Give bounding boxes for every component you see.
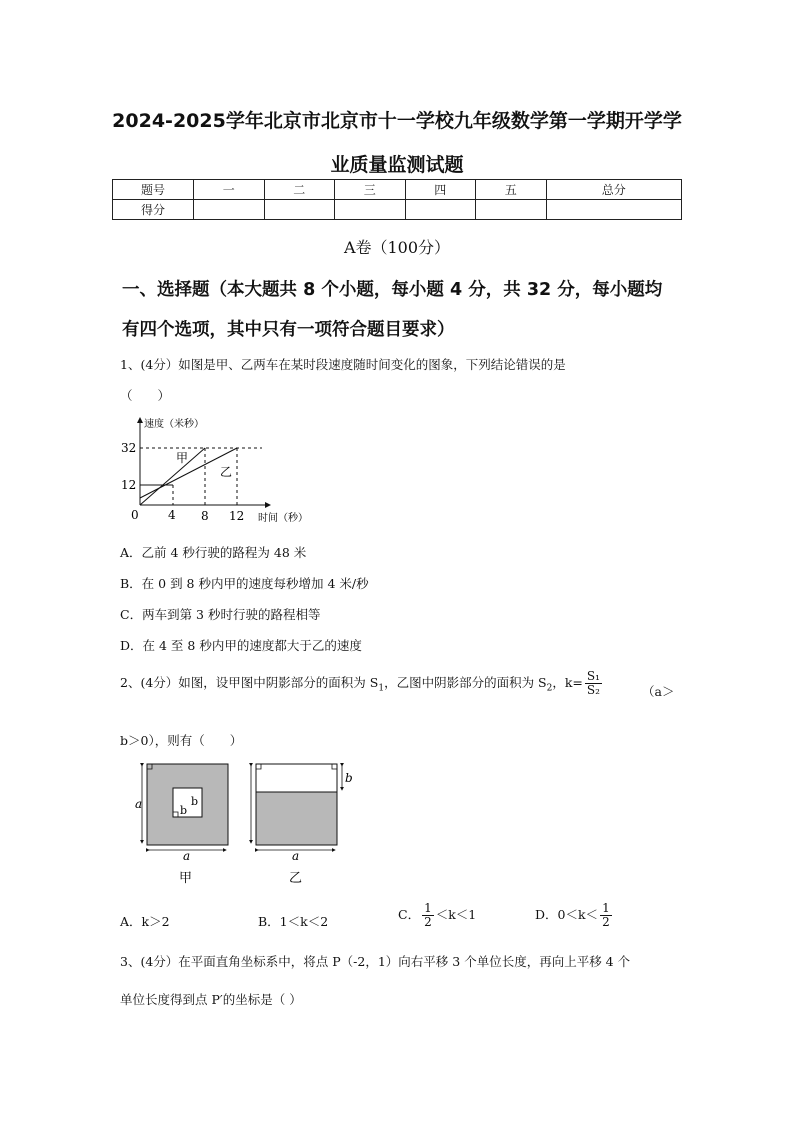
page-title: 2024-2025学年北京市北京市十一学校九年级数学第一学期开学学 (112, 110, 682, 132)
question-2-stem (120, 670, 690, 697)
x-tick-8: 8 (201, 509, 209, 523)
question-1-option-d[interactable]: D．在 4 至 8 秒内甲的速度都大于乙的速度 (120, 638, 362, 653)
question-2-option-c[interactable] (398, 902, 476, 929)
score-cell[interactable] (546, 200, 682, 220)
fraction-k (585, 670, 602, 697)
question-2-option-d[interactable] (535, 902, 614, 929)
label-b: b (191, 795, 199, 808)
question-1-stem: 1、(4分）如图是甲、乙两车在某时段速度随时间变化的图象，下列结论错误的是 (120, 357, 566, 372)
yi-shaded-rect (256, 792, 337, 845)
score-cell[interactable] (335, 200, 406, 220)
score-header-cell: 一 (194, 180, 265, 200)
subscript-1: 1 (378, 683, 385, 694)
score-cell[interactable] (476, 200, 547, 220)
option-text: C． (398, 907, 421, 923)
paper-section-heading: A卷（100分） (343, 238, 451, 257)
fraction-numerator: S₁ (586, 669, 600, 683)
score-header-cell: 三 (335, 180, 406, 200)
question-1-velocity-graph (112, 410, 322, 530)
question-1-option-b[interactable]: B．在 0 到 8 秒内甲的速度每秒增加 4 米/秒 (120, 576, 369, 591)
label-a: a (183, 849, 191, 863)
score-header-cell: 总分 (546, 180, 682, 200)
option-text: ＜k＜1 (435, 907, 477, 923)
score-table-score-row (113, 200, 682, 220)
question-2-stem-line2: b＞0），则有（ ） (120, 733, 243, 748)
question-2-figure (125, 756, 370, 891)
label-jia: 甲 (176, 451, 189, 465)
section-heading-continued: 有四个选项，其中只有一项符合题目要求） (122, 320, 455, 340)
score-row-label: 得分 (113, 200, 194, 220)
fraction-half (600, 902, 612, 929)
question-1-option-a[interactable]: A．乙前 4 秒行驶的路程为 48 米 (120, 545, 307, 560)
label-yi: 乙 (220, 465, 233, 479)
y-tick-12: 12 (121, 478, 137, 492)
score-header-cell: 四 (405, 180, 476, 200)
figure-label-jia: 甲 (179, 871, 193, 886)
question-2-stem-part: ，k= (552, 675, 583, 691)
score-header-cell: 题号 (113, 180, 194, 200)
fraction-denominator: 2 (424, 915, 432, 930)
score-header-cell: 二 (264, 180, 335, 200)
question-2-option-b[interactable]: B．1＜k＜2 (258, 914, 329, 929)
fraction-numerator: 1 (602, 901, 610, 915)
y-tick-32: 32 (121, 441, 137, 455)
subscript-2: 2 (546, 683, 553, 694)
question-2-stem-part: （a＞ (642, 684, 675, 699)
score-table-header-row (113, 180, 682, 200)
figure-label-yi: 乙 (289, 871, 303, 886)
score-cell[interactable] (405, 200, 476, 220)
fraction-denominator: 2 (602, 915, 610, 930)
question-3-stem-line2: 单位长度得到点 P′的坐标是（ ） (120, 992, 302, 1007)
question-1-option-c[interactable]: C．两车到第 3 秒时行驶的路程相等 (120, 607, 321, 622)
fraction-half (422, 902, 434, 929)
question-1-answer-paren: （ ） (120, 388, 171, 403)
question-2-stem-part: 2、(4分）如图，设甲图中阴影部分的面积为 S (120, 675, 379, 691)
label-b: b (345, 771, 353, 785)
fraction-numerator: 1 (424, 901, 432, 915)
question-2-option-a[interactable]: A．k＞2 (120, 914, 170, 929)
jia-line (140, 448, 205, 505)
y-axis-label: 速度（米秒） (144, 419, 204, 430)
label-b: b (180, 804, 188, 817)
x-tick-4: 4 (168, 508, 176, 522)
score-table (112, 179, 682, 220)
question-2-stem-part: ，乙图中阴影部分的面积为 S (384, 675, 547, 691)
page-title-continued: 业质量监测试题 (330, 154, 464, 176)
question-3-stem: 3、(4分）在平面直角坐标系中，将点 P（-2，1）向右平移 3 个单位长度，再向上平移 4 个 (120, 954, 631, 969)
section-heading: 一、选择题（本大题共 8 个小题，每小题 4 分，共 32 分，每小题均 (122, 280, 663, 300)
score-cell[interactable] (194, 200, 265, 220)
origin-label: 0 (131, 508, 139, 522)
x-axis-label: 时间（秒） (258, 513, 308, 524)
label-a: a (135, 797, 143, 811)
label-a: a (292, 849, 300, 863)
x-tick-12: 12 (229, 509, 245, 523)
score-header-cell: 五 (476, 180, 547, 200)
score-cell[interactable] (264, 200, 335, 220)
option-text: D．0＜k＜ (535, 907, 599, 923)
fraction-denominator: S₂ (586, 683, 600, 698)
